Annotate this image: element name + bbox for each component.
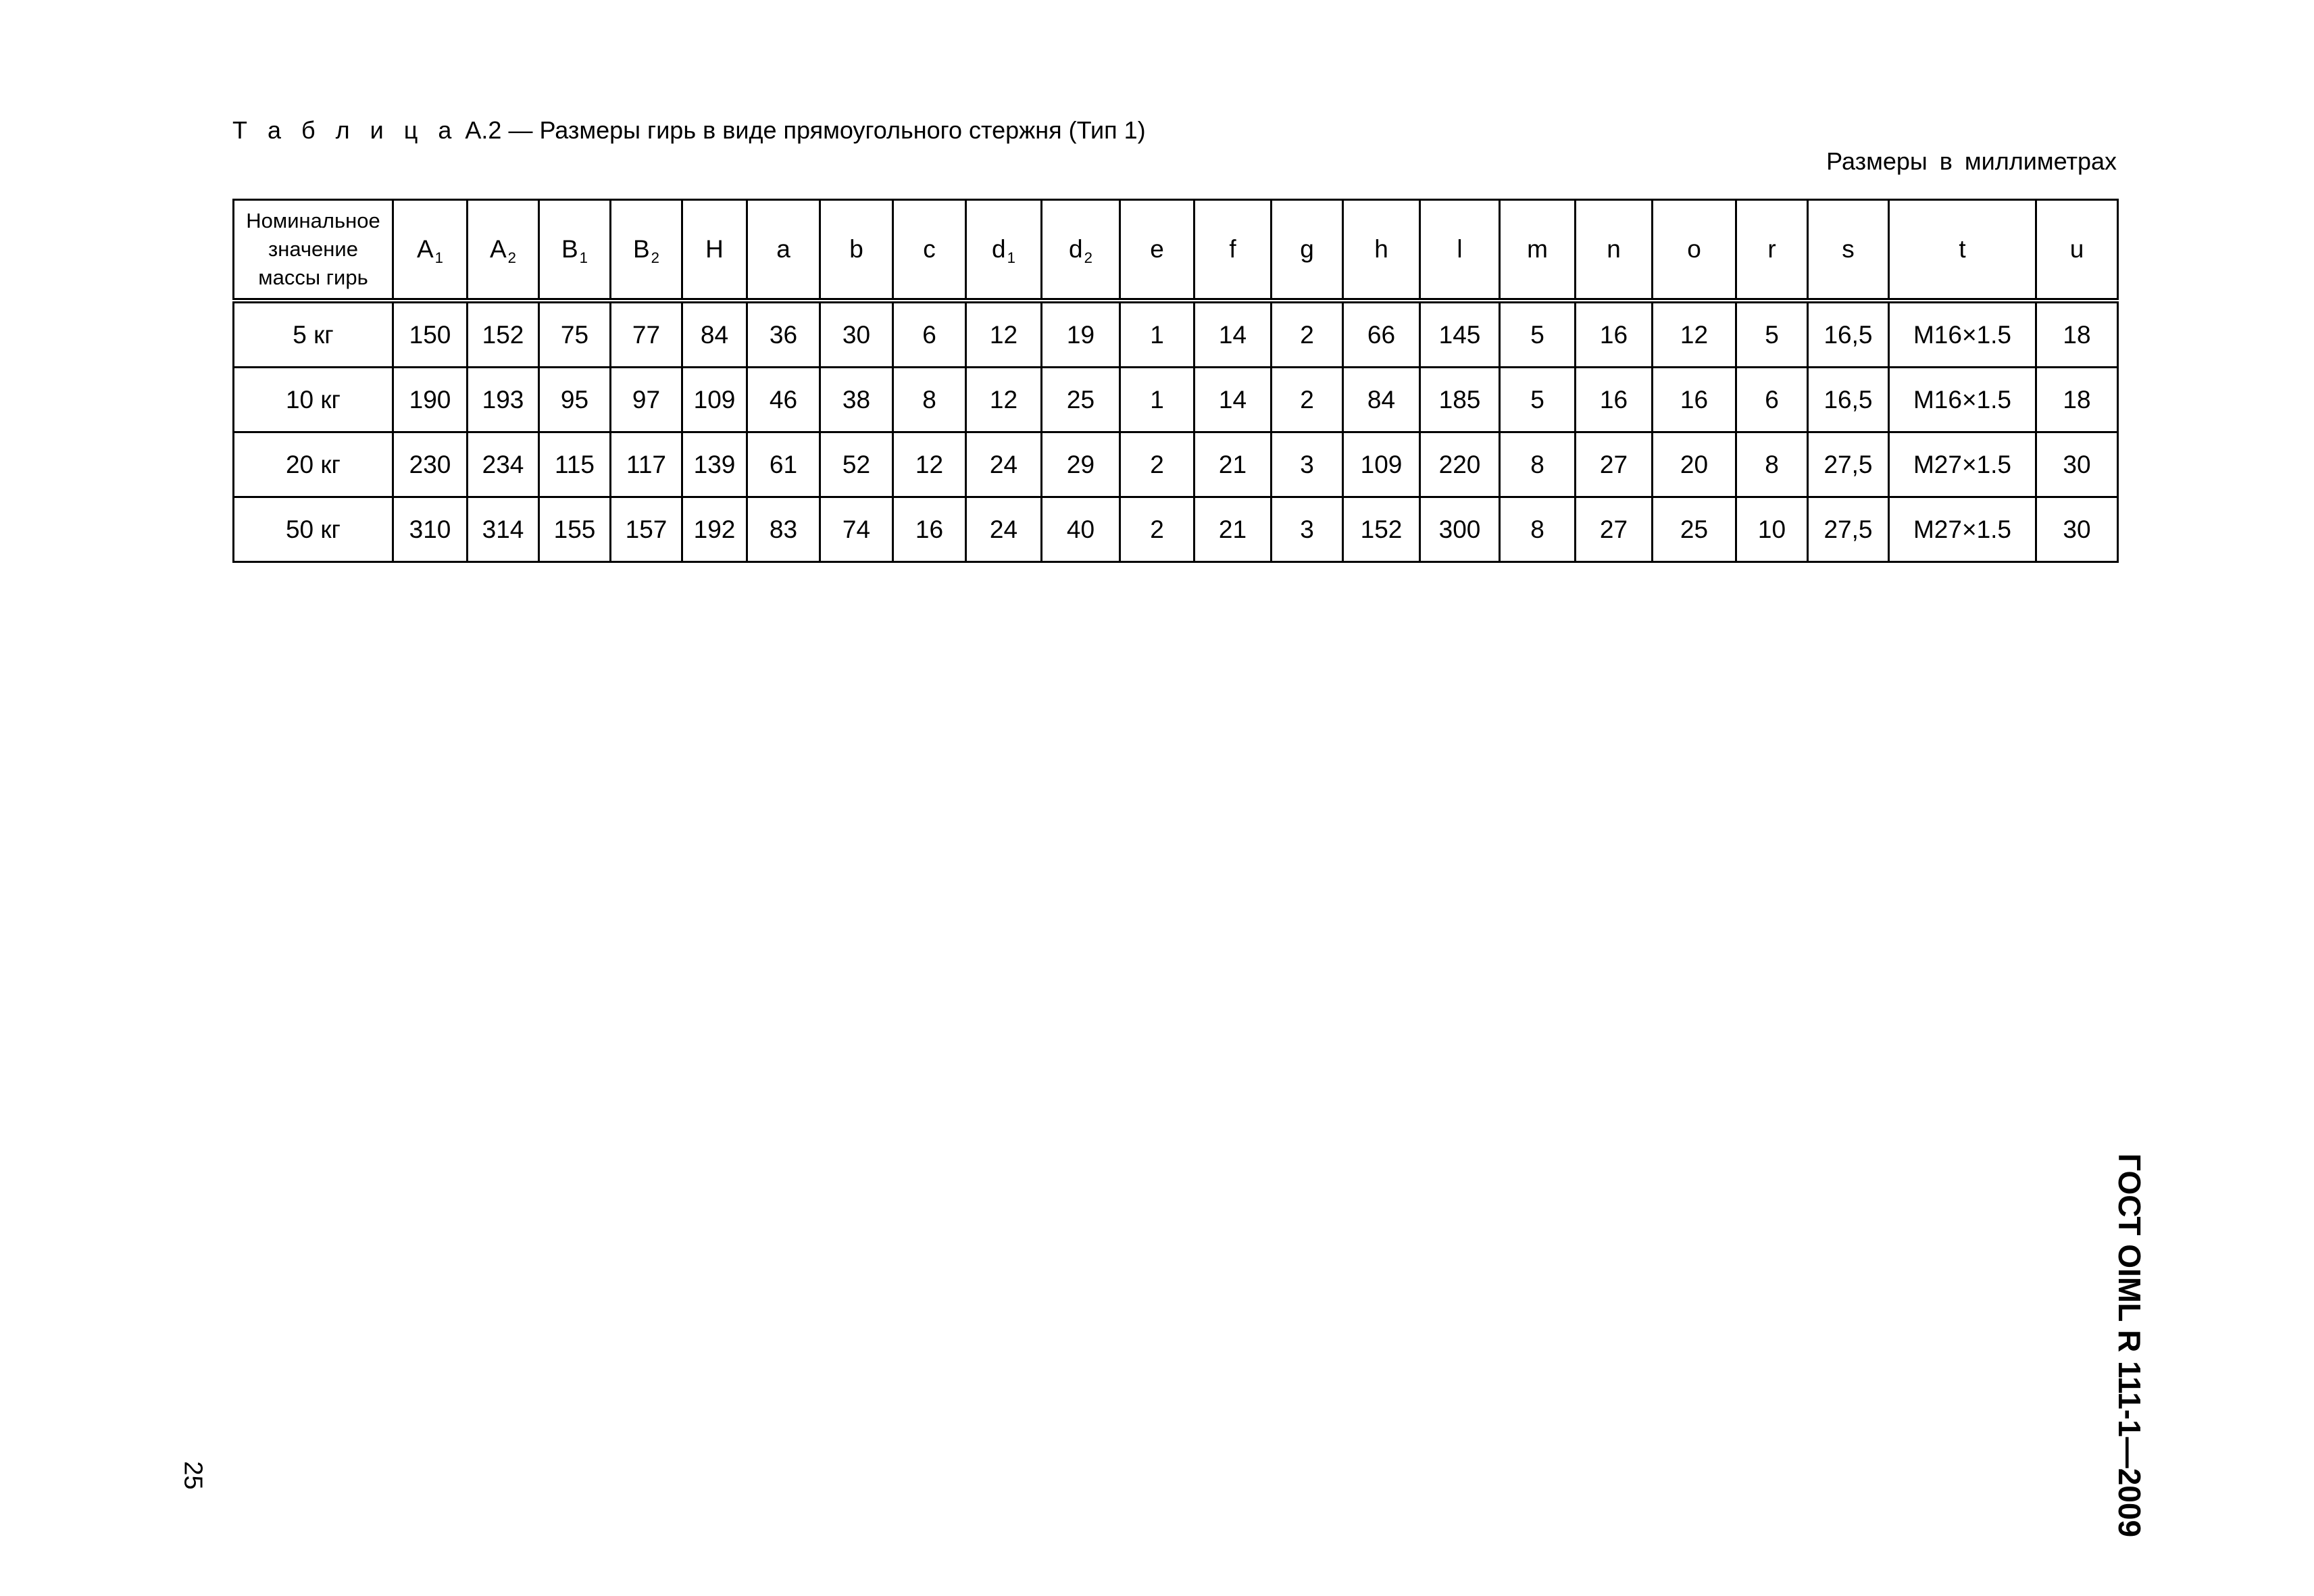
value-cell: 30	[820, 301, 893, 368]
value-cell: 24	[966, 497, 1042, 562]
mass-cell: 5 кг	[234, 301, 393, 368]
value-cell: 77	[611, 301, 682, 368]
value-cell: 192	[682, 497, 747, 562]
header-col-r	[1736, 200, 1808, 301]
value-cell: 14	[1194, 301, 1272, 368]
table-row	[234, 432, 2118, 497]
value-cell: 300	[1420, 497, 1500, 562]
table-body	[234, 301, 2118, 562]
value-cell: 1	[1120, 301, 1194, 368]
value-cell: 25	[1653, 497, 1736, 562]
header-col-m	[1500, 200, 1576, 301]
header-symbol: A	[489, 235, 507, 263]
value-cell: 190	[393, 368, 468, 432]
dimensions-table	[232, 199, 2119, 563]
header-col-a2	[468, 200, 539, 301]
table-row	[234, 301, 2118, 368]
value-cell: 234	[468, 432, 539, 497]
value-cell: 46	[747, 368, 820, 432]
value-cell: 109	[682, 368, 747, 432]
value-cell: 8	[893, 368, 966, 432]
value-cell: 314	[468, 497, 539, 562]
header-symbol: s	[1842, 235, 1855, 263]
document-identifier: ГОСТ OIML R 111-1—2009	[2112, 1153, 2147, 1538]
header-col-h	[682, 200, 747, 301]
header-symbol: d	[1069, 235, 1083, 263]
header-subscript: 1	[579, 249, 588, 266]
header-symbol: H	[705, 235, 724, 263]
table-caption	[232, 116, 1146, 145]
value-cell: 16	[1576, 368, 1653, 432]
header-col-b1	[539, 200, 611, 301]
value-cell: 95	[539, 368, 611, 432]
value-cell: 220	[1420, 432, 1500, 497]
value-cell: 40	[1042, 497, 1120, 562]
header-col-n	[1576, 200, 1653, 301]
value-cell: 109	[1343, 432, 1420, 497]
table-caption-label: Т а б л и ц а	[232, 116, 459, 144]
value-cell: 157	[611, 497, 682, 562]
header-symbol: n	[1607, 235, 1621, 263]
table-row	[234, 497, 2118, 562]
header-symbol: B	[632, 235, 650, 263]
value-cell: 2	[1120, 497, 1194, 562]
header-symbol: l	[1457, 235, 1463, 263]
header-col-s	[1808, 200, 1889, 301]
header-subscript: 1	[434, 249, 444, 266]
table-row	[234, 368, 2118, 432]
value-cell: 52	[820, 432, 893, 497]
value-cell: 21	[1194, 432, 1272, 497]
value-cell: 1	[1120, 368, 1194, 432]
header-symbol: t	[1959, 235, 1966, 263]
header-symbol: u	[2069, 235, 2084, 263]
value-cell: 6	[1736, 368, 1808, 432]
header-col-o	[1653, 200, 1736, 301]
mass-cell: 20 кг	[234, 432, 393, 497]
value-cell: 117	[611, 432, 682, 497]
header-col-c	[893, 200, 966, 301]
value-cell: 29	[1042, 432, 1120, 497]
header-col-g	[1272, 200, 1343, 301]
value-cell: 84	[682, 301, 747, 368]
value-cell: 30	[2036, 432, 2118, 497]
header-subscript: 2	[507, 249, 517, 266]
value-cell: 16,5	[1808, 301, 1889, 368]
header-col-a	[747, 200, 820, 301]
value-cell: 14	[1194, 368, 1272, 432]
header-col-b2	[611, 200, 682, 301]
value-cell: 74	[820, 497, 893, 562]
value-cell: 2	[1272, 368, 1343, 432]
value-cell: 193	[468, 368, 539, 432]
value-cell: 155	[539, 497, 611, 562]
value-cell: 16,5	[1808, 368, 1889, 432]
value-cell: 185	[1420, 368, 1500, 432]
value-cell: 115	[539, 432, 611, 497]
mass-cell: 50 кг	[234, 497, 393, 562]
header-symbol: c	[923, 235, 936, 263]
units-note: Размеры в миллиметрах	[1826, 147, 2117, 175]
value-cell: 5	[1736, 301, 1808, 368]
header-col-l	[1420, 200, 1500, 301]
header-symbol: B	[561, 235, 578, 263]
value-cell: 20	[1653, 432, 1736, 497]
value-cell: 36	[747, 301, 820, 368]
value-cell: 27	[1576, 497, 1653, 562]
header-col-d2	[1042, 200, 1120, 301]
header-subscript: 1	[1007, 249, 1015, 266]
header-symbol: A	[416, 235, 434, 263]
value-cell: 310	[393, 497, 468, 562]
value-cell: 152	[468, 301, 539, 368]
value-cell: 8	[1500, 432, 1576, 497]
header-symbol: e	[1150, 235, 1164, 263]
value-cell: 5	[1500, 301, 1576, 368]
value-cell: 66	[1343, 301, 1420, 368]
value-cell: 16	[893, 497, 966, 562]
value-cell: 16	[1653, 368, 1736, 432]
header-symbol: b	[849, 235, 863, 263]
page-number: 25	[178, 1461, 207, 1490]
header-symbol: d	[992, 235, 1006, 263]
value-cell: 230	[393, 432, 468, 497]
value-cell: 8	[1736, 432, 1808, 497]
header-col-u	[2036, 200, 2118, 301]
header-symbol: a	[776, 235, 790, 263]
value-cell: 12	[966, 368, 1042, 432]
value-cell: 12	[893, 432, 966, 497]
value-cell: 25	[1042, 368, 1120, 432]
value-cell: 3	[1272, 432, 1343, 497]
header-symbol: g	[1300, 235, 1314, 263]
value-cell: 18	[2036, 301, 2118, 368]
table-header-row	[234, 200, 2118, 301]
value-cell: 30	[2036, 497, 2118, 562]
header-subscript: 2	[1084, 249, 1092, 266]
value-cell: 5	[1500, 368, 1576, 432]
value-cell: 3	[1272, 497, 1343, 562]
header-col-a1	[393, 200, 468, 301]
value-cell: 145	[1420, 301, 1500, 368]
value-cell: 152	[1343, 497, 1420, 562]
header-symbol: f	[1229, 235, 1236, 263]
mass-cell: 10 кг	[234, 368, 393, 432]
value-cell: 27,5	[1808, 432, 1889, 497]
value-cell: M16×1.5	[1889, 368, 2036, 432]
header-nominal-mass: Номинальное значение массы гирь	[234, 200, 393, 301]
header-col-h	[1343, 200, 1420, 301]
value-cell: 10	[1736, 497, 1808, 562]
header-col-d1	[966, 200, 1042, 301]
value-cell: 83	[747, 497, 820, 562]
table-caption-text: А.2 — Размеры гирь в виде прямоугольного стержня (Тип 1)	[458, 116, 1146, 144]
value-cell: 27,5	[1808, 497, 1889, 562]
header-symbol: m	[1527, 235, 1548, 263]
value-cell: M27×1.5	[1889, 497, 2036, 562]
header-symbol: r	[1767, 235, 1776, 263]
value-cell: 61	[747, 432, 820, 497]
value-cell: M16×1.5	[1889, 301, 2036, 368]
header-symbol: h	[1374, 235, 1388, 263]
header-symbol: o	[1687, 235, 1701, 263]
value-cell: 2	[1272, 301, 1343, 368]
value-cell: 18	[2036, 368, 2118, 432]
value-cell: 12	[966, 301, 1042, 368]
value-cell: 21	[1194, 497, 1272, 562]
value-cell: 38	[820, 368, 893, 432]
value-cell: 16	[1576, 301, 1653, 368]
value-cell: 24	[966, 432, 1042, 497]
value-cell: 75	[539, 301, 611, 368]
value-cell: 2	[1120, 432, 1194, 497]
value-cell: M27×1.5	[1889, 432, 2036, 497]
value-cell: 139	[682, 432, 747, 497]
value-cell: 27	[1576, 432, 1653, 497]
header-col-b	[820, 200, 893, 301]
value-cell: 84	[1343, 368, 1420, 432]
value-cell: 6	[893, 301, 966, 368]
value-cell: 150	[393, 301, 468, 368]
value-cell: 19	[1042, 301, 1120, 368]
value-cell: 12	[1653, 301, 1736, 368]
header-col-e	[1120, 200, 1194, 301]
header-col-t	[1889, 200, 2036, 301]
header-subscript: 2	[651, 249, 660, 266]
header-col-f	[1194, 200, 1272, 301]
value-cell: 97	[611, 368, 682, 432]
value-cell: 8	[1500, 497, 1576, 562]
